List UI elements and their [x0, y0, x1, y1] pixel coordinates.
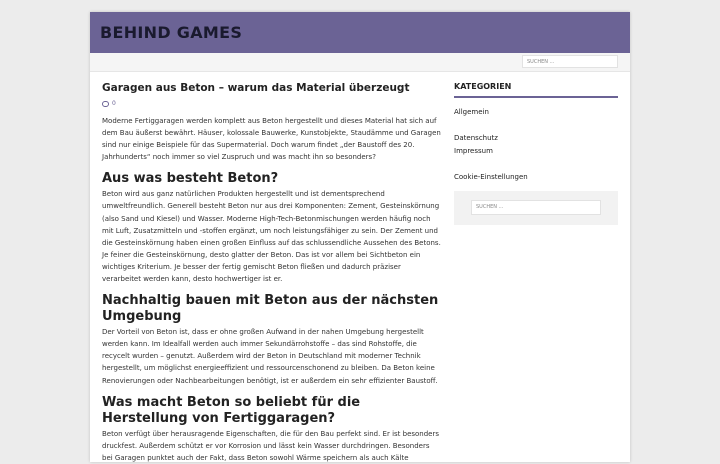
- top-search-input[interactable]: SUCHEN ...: [522, 55, 618, 68]
- sidebar-item-allgemein[interactable]: Allgemein: [454, 108, 489, 116]
- category-list: [454, 106, 618, 184]
- site-header: [90, 12, 630, 53]
- site-title[interactable]: BEHIND GAMES: [100, 23, 243, 42]
- comment-count[interactable]: 0: [112, 100, 116, 107]
- sidebar-item-impressum[interactable]: Impressum: [454, 147, 493, 155]
- section-paragraph: Beton wird aus ganz natürlichen Produkten hergestellt und ist dementsprechend umweltfreundlich. Generell besteht Beton nur aus drei Komponenten: Zement, Gesteinskörnung (also Sand und Kiesel) und Wasser. Moderne High-Tech-Betonmischungen werden häufig noch mit Luft, Zusatzmitteln und -stoffen ergänzt, um noch leistungsfähiger zu sein. Der Zement und die Gesteinskörnung haben einen großen Einfluss auf das schlussendliche Aussehen des Betons. Je feiner die Gesteinskörnung, desto glatter der Beton. Das ist vor allem bei Sichtbeton ein wichtiges Kriterium. Je besser der fertig gemischt Beton fließen und dadurch präziser verarbeitet werden kann, desto hochwertiger ist er.: [102, 190, 441, 284]
- intro-paragraph: Moderne Fertiggaragen werden komplett aus Beton hergestellt und dieses Material hat sich auf dem Bau äußerst bewährt. Häuser, kolossale Bauwerke, Kunstobjekte, Staudämme und Garagen sind nur einige Beispiele für das Supermaterial. Doch warum findet „der Baustoff des 20. Jahrhunderts“ noch immer so viel Zuspruch und was macht ihn so besonders?: [102, 117, 441, 162]
- sidebar-search-input[interactable]: SUCHEN ...: [471, 200, 601, 215]
- section-heading: Nachhaltig bauen mit Beton aus der nächsten Umgebung: [102, 293, 439, 325]
- main-content: [102, 82, 442, 464]
- section-paragraph: Der Vorteil von Beton ist, dass er ohne großen Aufwand in der nahen Umgebung hergestellt werden kann. Im Idealfall werden auch immer Sekundärrohstoffe – das sind Rohstoffe, die recycelt wurden – genutzt. Außerdem wird der Beton in Deutschland mit moderner Technik hergestellt, um möglichst energieeffizient und ressourcenschonend zu bleiben. Da Beton keine Renovierungen oder Nachbearbeitungen benötigt, ist er außerdem ein sehr effizienter Baustoff.: [102, 328, 438, 385]
- sidebar-item-spacer: [454, 119, 618, 132]
- categories-title: KATEGORIEN: [454, 82, 618, 98]
- section-heading: Was macht Beton so beliebt für die Herstellung von Fertiggaragen?: [102, 394, 361, 426]
- section-paragraph: Beton verfügt über herausragende Eigenschaften, die für den Bau perfekt sind. Er ist besonders druckfest. Außerdem schützt er vor Korrosion und lässt kein Wasser durchdringen. Besonders bei Garagen punktet auch der Fakt, dass Beton sowohl Wärme speichern als auch Kälte: [102, 429, 440, 462]
- post-title[interactable]: Garagen aus Beton – warum das Material überzeugt: [102, 82, 410, 94]
- sidebar-item-spacer: [454, 158, 618, 171]
- page-container: [90, 12, 630, 462]
- post-meta: [102, 100, 442, 107]
- comment-icon: [102, 101, 109, 107]
- sidebar-search-widget: [454, 191, 618, 225]
- sidebar-item-datenschutz[interactable]: Datenschutz: [454, 134, 498, 142]
- sidebar: [454, 82, 618, 225]
- section-heading: Aus was besteht Beton?: [102, 171, 279, 187]
- top-nav-bar: [90, 53, 630, 72]
- sidebar-item-cookie-einstellungen[interactable]: Cookie-Einstellungen: [454, 173, 528, 181]
